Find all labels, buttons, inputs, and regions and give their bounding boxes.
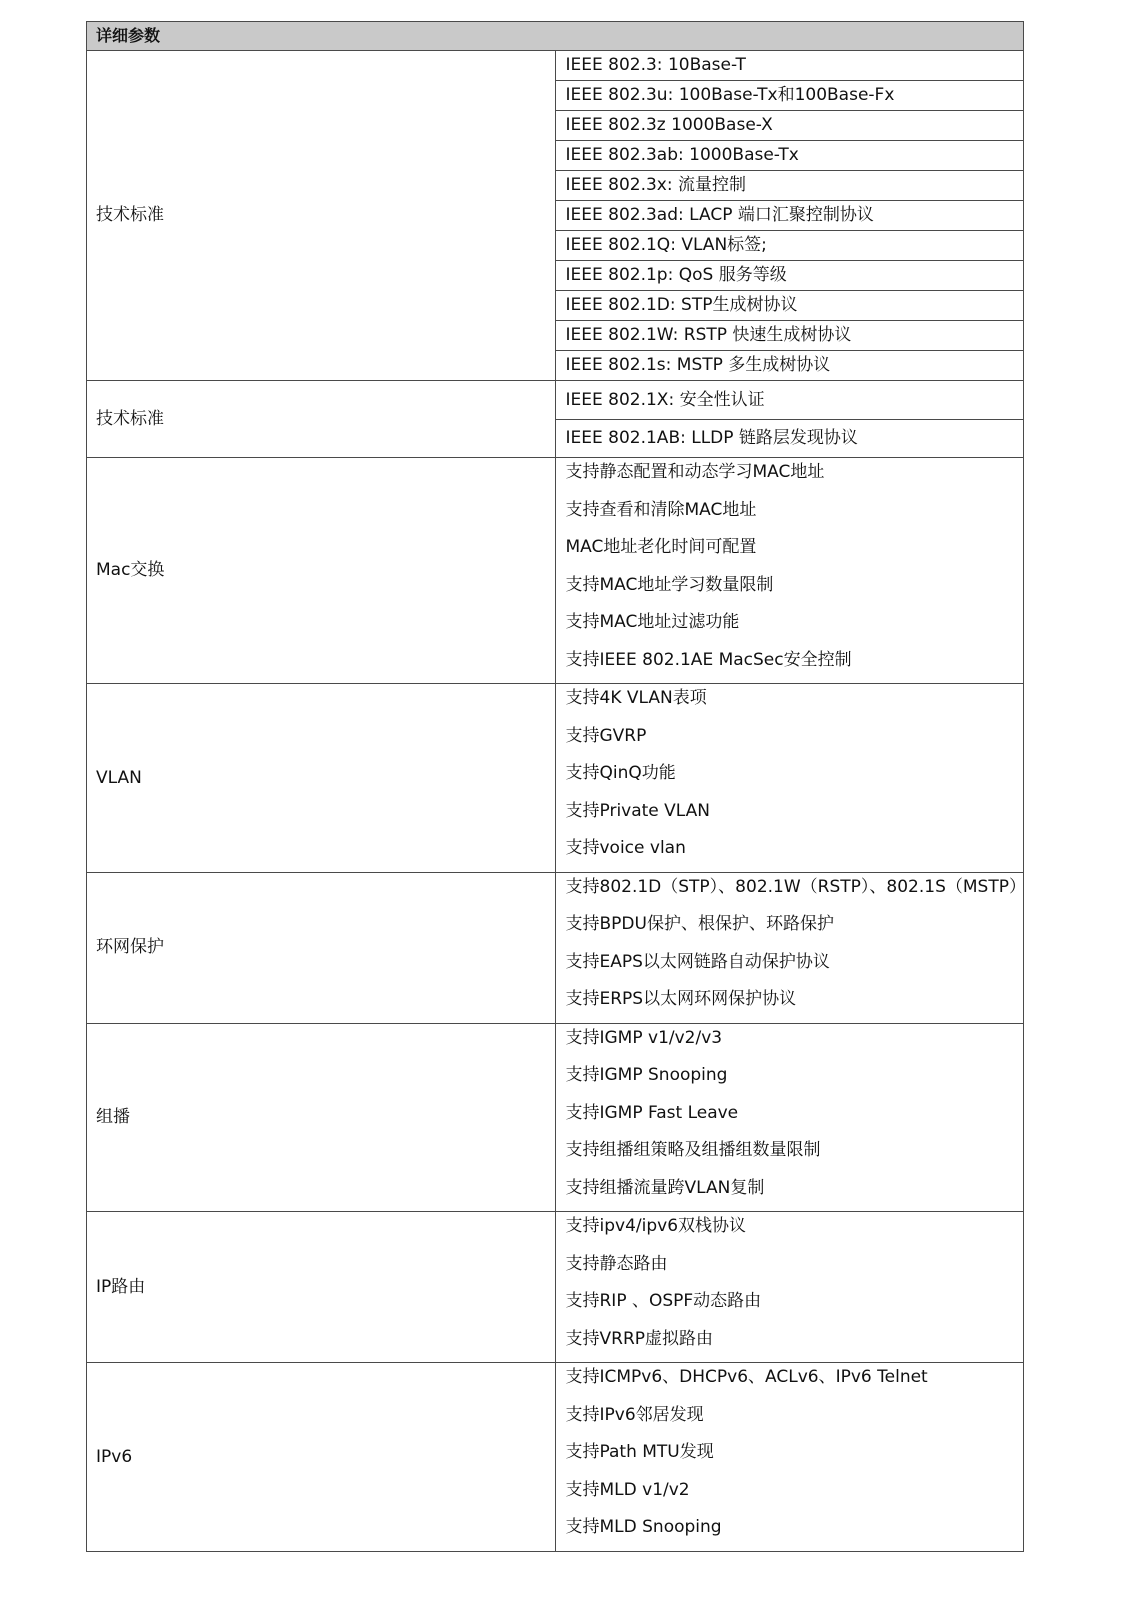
table-row — [87, 684, 1024, 873]
list-item: 支持组播流量跨VLAN复制 — [565, 1177, 765, 1198]
category-cell: 环网保护 — [87, 872, 556, 1023]
list-item: 支持voice vlan — [565, 838, 686, 858]
item-cell: IEEE 802.3x: 流量控制 — [555, 171, 1024, 201]
list-item: 支持IGMP v1/v2/v3 — [565, 1027, 723, 1048]
header-row — [87, 22, 1024, 51]
table-row — [87, 872, 1024, 1023]
list-item: 支持ipv4/ipv6双栈协议 — [565, 1216, 747, 1236]
list-item: MAC地址老化时间可配置 — [565, 537, 757, 557]
item-cell: IEEE 802.3u: 100Base-Tx和100Base-Fx — [555, 81, 1024, 111]
list-item: 支持静态配置和动态学习MAC地址 — [565, 462, 825, 482]
list-item: 支持Private VLAN — [565, 800, 711, 821]
list-item: 支持MAC地址学习数量限制 — [565, 574, 774, 595]
item-cell: IEEE 802.1Q: VLAN标签; — [555, 231, 1024, 261]
table-row — [87, 1023, 1024, 1212]
category-cell: 技术标准 — [87, 51, 556, 381]
list-item: 支持RIP 、OSPF动态路由 — [565, 1291, 762, 1311]
item-cell: IEEE 802.1p: QoS 服务等级 — [555, 261, 1024, 291]
list-item: 支持802.1D（STP）、802.1W（RSTP）、802.1S（MSTP） — [565, 876, 1026, 897]
list-item: 支持查看和清除MAC地址 — [565, 499, 757, 520]
table-row — [87, 51, 1024, 81]
list-item: 支持ICMPv6、DHCPv6、ACLv6、IPv6 Telnet — [565, 1367, 928, 1387]
category-cell: VLAN — [87, 684, 556, 873]
table-header: 详细参数 — [87, 22, 1024, 51]
list-item: 支持ERPS以太网环网保护协议 — [565, 989, 797, 1009]
item-list-cell — [555, 458, 1024, 684]
list-item: 支持静态路由 — [565, 1253, 668, 1274]
list-item: 支持组播组策略及组播组数量限制 — [565, 1140, 821, 1160]
table-row — [87, 381, 1024, 420]
item-list-cell — [555, 1363, 1024, 1552]
list-item: 支持VRRP虚拟路由 — [565, 1328, 714, 1349]
table-row — [87, 458, 1024, 684]
list-item: 支持4K VLAN表项 — [565, 688, 707, 708]
item-cell: IEEE 802.1X: 安全性认证 — [555, 381, 1024, 420]
list-item: 支持GVRP — [565, 725, 647, 746]
table-row — [87, 1363, 1024, 1552]
item-list-cell — [555, 684, 1024, 873]
category-cell: IPv6 — [87, 1363, 556, 1552]
list-item: 支持MAC地址过滤功能 — [565, 612, 740, 632]
item-cell: IEEE 802.3ab: 1000Base-Tx — [555, 141, 1024, 171]
list-item: 支持IGMP Snooping — [565, 1065, 728, 1085]
list-item: 支持MLD Snooping — [565, 1517, 722, 1537]
item-cell: IEEE 802.1D: STP生成树协议 — [555, 291, 1024, 321]
list-item: 支持EAPS以太网链路自动保护协议 — [565, 951, 830, 972]
item-cell: IEEE 802.3ad: LACP 端口汇聚控制协议 — [555, 201, 1024, 231]
category-cell: 技术标准 — [87, 381, 556, 458]
list-item: 支持BPDU保护、根保护、环路保护 — [565, 914, 834, 934]
list-item: 支持MLD v1/v2 — [565, 1479, 690, 1500]
category-cell: IP路由 — [87, 1212, 556, 1363]
item-list-cell — [555, 1212, 1024, 1363]
list-item: 支持IGMP Fast Leave — [565, 1102, 739, 1123]
list-item: 支持IPv6邻居发现 — [565, 1404, 704, 1425]
list-item: 支持QinQ功能 — [565, 763, 676, 783]
list-item: 支持Path MTU发现 — [565, 1442, 714, 1462]
spec-table — [86, 21, 1024, 1552]
item-cell: IEEE 802.1W: RSTP 快速生成树协议 — [555, 321, 1024, 351]
item-list-cell — [555, 872, 1024, 1023]
item-cell: IEEE 802.1AB: LLDP 链路层发现协议 — [555, 420, 1024, 458]
item-cell: IEEE 802.3: 10Base-T — [555, 51, 1024, 81]
category-cell: 组播 — [87, 1023, 556, 1212]
item-cell: IEEE 802.3z 1000Base-X — [555, 111, 1024, 141]
list-item: 支持IEEE 802.1AE MacSec安全控制 — [565, 649, 852, 670]
item-cell: IEEE 802.1s: MSTP 多生成树协议 — [555, 351, 1024, 381]
item-list-cell — [555, 1023, 1024, 1212]
category-cell: Mac交换 — [87, 458, 556, 684]
table-row — [87, 1212, 1024, 1363]
